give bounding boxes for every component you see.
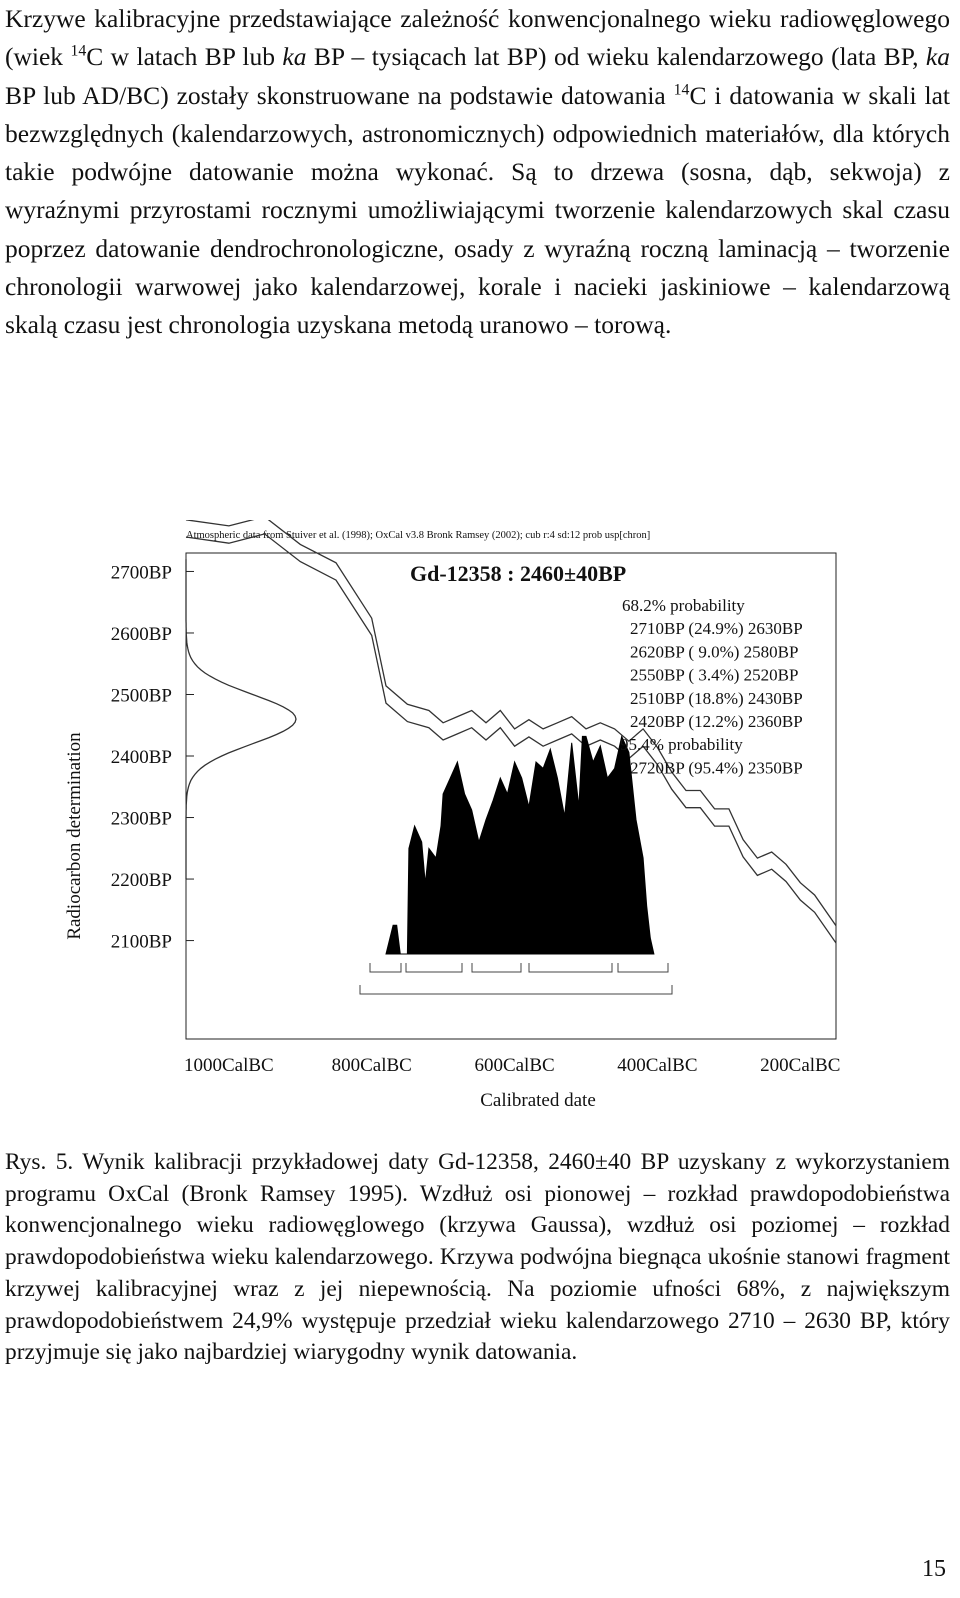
x-tick-label: 800CalBC (331, 1055, 412, 1076)
text-run: BP lub AD/BC) zostały skonstruowane na podstawie datowania (5, 80, 674, 110)
text-run: BP – tysiącach lat BP) od wieku kalendarzowego (lata BP, (306, 42, 926, 72)
y-axis-ticks (111, 562, 194, 952)
y-tick-label: 2200BP (110, 870, 172, 892)
range-68-bracket (618, 963, 668, 972)
legend-line: 68.2% probability (622, 596, 745, 615)
range-68-bracket (472, 963, 521, 972)
isotope-superscript: 14 (70, 42, 87, 60)
gaussian-curve (186, 559, 296, 879)
legend-line: 2550BP ( 3.4%) 2520BP (630, 665, 799, 685)
chart-title: Gd-12358 : 2460±40BP (410, 561, 627, 586)
text-run: C i datowania w skali lat bezwzględnych (kalendarzowych, astronomicznych) odpowiednich materiałów, dla których takie podwójne datowanie można wykonać. Są to drzewa (sosna, dąb, sekwoja) z wyraźnymi przyrostami rocznymi umożliwiającymi tworzenie kalendarzowych skal czasu poprzez datowanie dendrochronologiczne, osady z wyraźną roczną laminacją – tworzenie chronologii warwowej jako kalendarzowej, korale i nacieki jaskiniowe – kalendarzową skalą czasu jest chronologia uzyskana metodą uranowo – torową. (5, 80, 950, 340)
text-run: Krzywe kalibracyjne przedstawiające zależność konwencjonalnego wieku radiowęglowego (wiek (5, 4, 950, 72)
range-68-bracket (529, 963, 612, 972)
legend-line: 2420BP (12.2%) 2360BP (630, 712, 803, 731)
probability-legend (620, 596, 803, 777)
chart-header: Atmospheric data from Stuiver et al. (1998); OxCal v3.8 Bronk Ramsey (2002); cub r:4 sd:12 prob usp[chron] (186, 530, 651, 541)
y-tick-label: 2700BP (110, 562, 172, 584)
legend-line: 95.4% probability (620, 735, 743, 755)
x-axis-label: Calibrated date (480, 1090, 596, 1111)
italic-term: ka (925, 42, 950, 72)
y-tick-label: 2300BP (110, 808, 172, 830)
isotope-superscript: 14 (673, 81, 690, 99)
text-run: C w latach BP lub (86, 42, 283, 72)
x-tick-label: 400CalBC (617, 1055, 698, 1076)
distribution-area (386, 736, 654, 954)
calibration-figure (0, 520, 960, 1140)
range-68-bracket (370, 963, 401, 972)
y-axis-label: Radiocarbon determination (64, 732, 85, 940)
x-tick-label: 600CalBC (474, 1055, 555, 1076)
y-tick-label: 2500BP (110, 685, 172, 707)
legend-line: 2510BP (18.8%) 2430BP (630, 688, 803, 708)
confidence-range-brackets (360, 963, 672, 994)
y-tick-label: 2600BP (110, 623, 172, 645)
legend-line: 2710BP (24.9%) 2630BP (630, 619, 803, 639)
x-axis-ticks (184, 1055, 840, 1076)
y-tick-label: 2400BP (110, 747, 172, 769)
range-95-bracket (360, 985, 672, 994)
legend-line: 2620BP ( 9.0%) 2580BP (630, 642, 799, 662)
radiocarbon-gaussian-curve (186, 559, 296, 879)
calibration-chart (0, 520, 960, 1140)
x-tick-label: 1000CalBC (183, 1055, 274, 1076)
figure-caption: Rys. 5. Wynik kalibracji przykładowej daty Gd-12358, 2460±40 BP uzyskany z wykorzystaniem programu OxCal (Bronk Ramsey 1995). Wzdłuż osi pionowej – rozkład prawdopodobieństwa konwencjonalnego wieku radiowęglowego (krzywa Gaussa), wzdłuż osi poziomej – rozkład prawdopodobieństwa wieku kalendarzowego. Krzywa podwójna biegnąca ukośnie stanowi fragment krzywej kalibracyjnej wraz z jej niepewnością. Na poziomie ufności 68%, z największym prawdopodobieństwem 24,9% występuje przedział wieku kalendarzowego 2710 – 2630 BP, który przyjmuje się jako najbardziej wiarygodny wynik datowania. (5, 1149, 950, 1366)
italic-term: ka (282, 42, 307, 72)
body-paragraph (5, 0, 950, 345)
y-tick-label: 2100BP (110, 931, 172, 953)
x-tick-label: 200CalBC (760, 1055, 841, 1076)
legend-line: 2720BP (95.4%) 2350BP (630, 758, 803, 778)
page-number: 15 (922, 1556, 946, 1582)
calibrated-distribution (386, 736, 654, 954)
range-68-bracket (406, 963, 462, 972)
